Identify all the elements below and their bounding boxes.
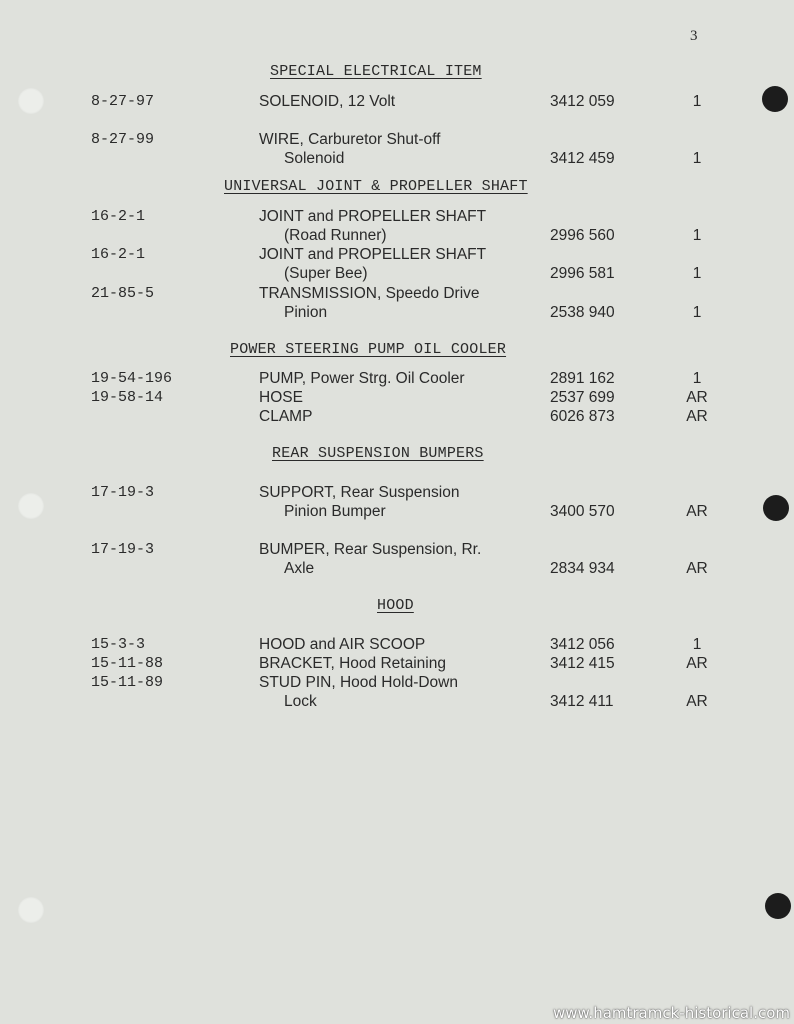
quantity: 1: [692, 150, 702, 167]
description-line2: Lock: [284, 693, 317, 710]
description-line1: SUPPORT, Rear Suspension: [259, 484, 460, 501]
quantity: 1: [692, 304, 702, 321]
punch-hole-left-top: [18, 88, 44, 114]
part-description: [259, 245, 486, 283]
description-line1: HOSE: [259, 389, 303, 406]
description-line1: BUMPER, Rear Suspension, Rr.: [259, 541, 482, 558]
part-description: [259, 540, 481, 578]
part-description: [259, 673, 458, 711]
section-heading-rear-suspension: REAR SUSPENSION BUMPERS: [272, 445, 484, 462]
part-number: 6026 873: [550, 408, 615, 425]
reference-number: 8-27-99: [91, 131, 155, 148]
part-number: 3412 415: [550, 655, 615, 672]
description-line1: STUD PIN, Hood Hold-Down: [259, 674, 458, 691]
part-number: 2996 560: [550, 227, 615, 244]
quantity: 1: [692, 265, 702, 282]
quantity: AR: [686, 560, 708, 577]
description-line1: BRACKET, Hood Retaining: [259, 655, 446, 672]
description-line1: TRANSMISSION, Speedo Drive: [259, 285, 480, 302]
punch-hole-right-top: [762, 86, 788, 112]
quantity: 1: [692, 636, 702, 653]
reference-number: 15-11-89: [91, 674, 164, 691]
part-number: 3412 459: [550, 150, 615, 167]
part-number: 2996 581: [550, 265, 615, 282]
page-number: 3: [690, 28, 698, 44]
part-description: [259, 388, 303, 407]
punch-hole-left-bottom: [18, 897, 44, 923]
section-heading-hood: HOOD: [377, 597, 414, 614]
part-number: 2891 162: [550, 370, 615, 387]
reference-number: 19-58-14: [91, 389, 164, 406]
reference-number: 16-2-1: [91, 208, 146, 225]
reference-number: 17-19-3: [91, 541, 155, 558]
description-line2: Pinion Bumper: [284, 503, 386, 520]
part-number: 3412 059: [550, 93, 615, 110]
quantity: AR: [686, 408, 708, 425]
website-watermark: www.hamtramck-historical.com: [553, 1004, 790, 1022]
quantity: AR: [686, 693, 708, 710]
part-number: 2537 699: [550, 389, 615, 406]
description-line1: CLAMP: [259, 408, 313, 425]
section-heading-universal-joint: UNIVERSAL JOINT & PROPELLER SHAFT: [224, 178, 528, 195]
part-number: 3412 056: [550, 636, 615, 653]
description-line2: (Super Bee): [284, 265, 368, 282]
description-line1: HOOD and AIR SCOOP: [259, 636, 426, 653]
part-description: [259, 130, 440, 168]
reference-number: 19-54-196: [91, 370, 173, 387]
description-line1: PUMP, Power Strg. Oil Cooler: [259, 370, 465, 387]
part-description: [259, 369, 465, 388]
quantity: 1: [692, 370, 702, 387]
description-line2: (Road Runner): [284, 227, 387, 244]
quantity: 1: [692, 93, 702, 110]
description-line1: JOINT and PROPELLER SHAFT: [259, 208, 487, 225]
part-number: 3412 411: [550, 693, 614, 710]
part-description: [259, 407, 312, 426]
part-description: [259, 92, 395, 111]
description-line1: JOINT and PROPELLER SHAFT: [259, 246, 487, 263]
quantity: AR: [686, 655, 708, 672]
description-line2: Solenoid: [284, 150, 345, 167]
part-description: [259, 284, 480, 322]
reference-number: 16-2-1: [91, 246, 146, 263]
punch-hole-right-middle: [763, 495, 789, 521]
reference-number: 15-11-88: [91, 655, 164, 672]
description-line2: Axle: [284, 560, 315, 577]
part-number: 2834 934: [550, 560, 615, 577]
part-description: [259, 635, 425, 654]
description-line1: SOLENOID, 12 Volt: [259, 93, 396, 110]
reference-number: 17-19-3: [91, 484, 155, 501]
section-heading-power-steering: POWER STEERING PUMP OIL COOLER: [230, 341, 507, 358]
quantity: AR: [686, 503, 708, 520]
part-description: [259, 654, 446, 673]
reference-number: 8-27-97: [91, 93, 155, 110]
part-number: 2538 940: [550, 304, 615, 321]
punch-hole-right-bottom: [765, 893, 791, 919]
reference-number: 21-85-5: [91, 285, 155, 302]
section-heading-special-electrical: SPECIAL ELECTRICAL ITEM: [270, 63, 482, 80]
quantity: AR: [686, 389, 708, 406]
part-description: [259, 207, 486, 245]
part-description: [259, 483, 459, 521]
punch-hole-left-middle: [18, 493, 44, 519]
reference-number: 15-3-3: [91, 636, 146, 653]
description-line2: Pinion: [284, 304, 328, 321]
part-number: 3400 570: [550, 503, 615, 520]
quantity: 1: [692, 227, 702, 244]
description-line1: WIRE, Carburetor Shut-off: [259, 131, 441, 148]
